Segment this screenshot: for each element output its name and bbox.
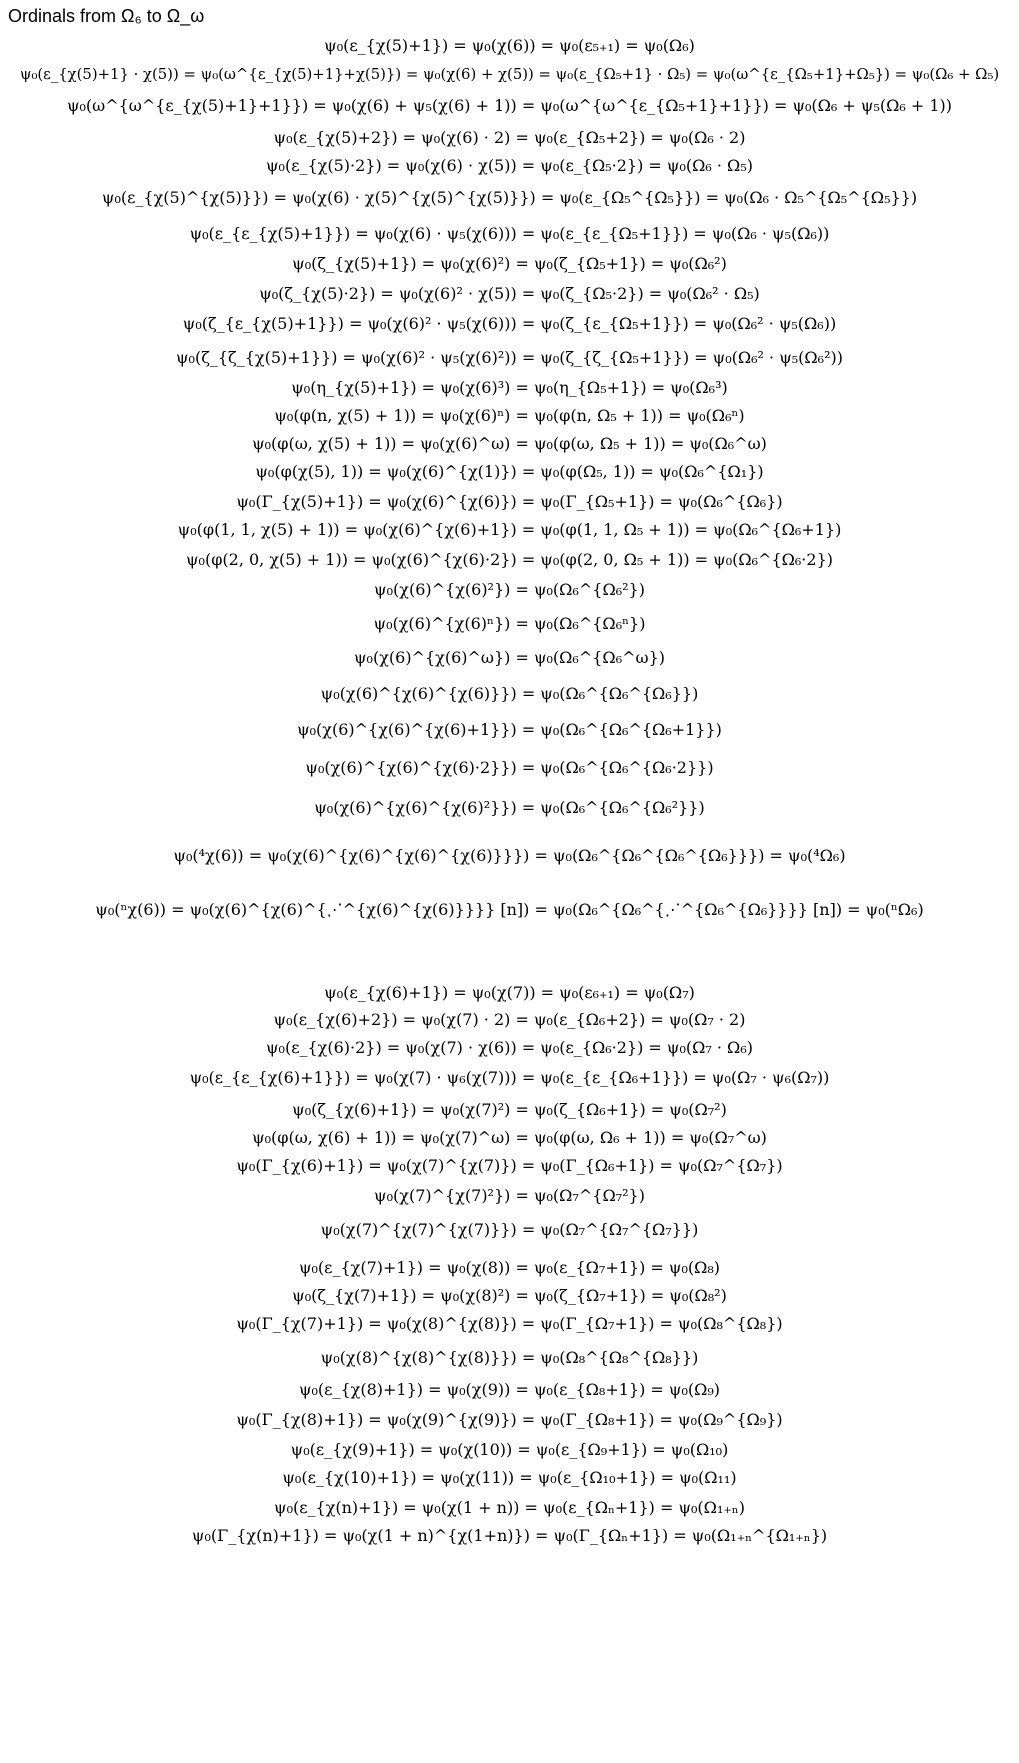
- equation-text: ψ₀(ω^{ω^{ε_{χ(5)+1}+1}}) = ψ₀(χ(6) + ψ₅(χ(6) + 1)) = ψ₀(ω^{ω^{ε_{Ω₅+1}+1}}) = ψ₀(Ω₆ + ψ₅(Ω₆ + 1)): [66, 96, 953, 115]
- equation-text: ψ₀(φ(1, 1, χ(5) + 1)) = ψ₀(χ(6)^{χ(6)+1}) = ψ₀(φ(1, 1, Ω₅ + 1)) = ψ₀(Ω₆^{Ω₆+1}): [177, 520, 842, 539]
- equation-text: ψ₀(φ(ω, χ(6) + 1)) = ψ₀(χ(7)^ω) = ψ₀(φ(ω, Ω₆ + 1)) = ψ₀(Ω₇^ω): [252, 1128, 767, 1147]
- equation-row: [0, 1188, 1019, 1204]
- equation-text: ψ₀(ε_{ε_{χ(5)+1}}) = ψ₀(χ(6) · ψ₅(χ(6))) = ψ₀(ε_{ε_{Ω₅+1}}) = ψ₀(Ω₆ · ψ₅(Ω₆)): [189, 224, 830, 243]
- equation-text: ψ₀(ζ_{ε_{χ(5)+1}}) = ψ₀(χ(6)² · ψ₅(χ(6))) = ψ₀(ζ_{ε_{Ω₅+1}}) = ψ₀(Ω₆² · ψ₅(Ω₆)): [182, 314, 837, 333]
- equation-row: [0, 1288, 1019, 1304]
- equation-row: [0, 408, 1019, 424]
- equation-row: [0, 286, 1019, 302]
- equation-row: [0, 464, 1019, 480]
- equation-text: ψ₀(ζ_{χ(5)·2}) = ψ₀(χ(6)² · χ(5)) = ψ₀(ζ_{Ω₅·2}) = ψ₀(Ω₆² · Ω₅): [259, 284, 760, 303]
- equation-row: [0, 98, 1019, 114]
- equation-row: [0, 494, 1019, 510]
- equation-text: ψ₀(χ(7)^{χ(7)^{χ(7)}}) = ψ₀(Ω₇^{Ω₇^{Ω₇}}): [320, 1220, 699, 1239]
- equation-row: [0, 436, 1019, 452]
- equation-text: ψ₀(ε_{χ(6)·2}) = ψ₀(χ(7) · χ(6)) = ψ₀(ε_{Ω₆·2}) = ψ₀(Ω₇ · Ω₆): [266, 1038, 753, 1057]
- equation-text: ψ₀(ε_{χ(10)+1}) = ψ₀(χ(11)) = ψ₀(ε_{Ω₁₀+1}) = ψ₀(Ω₁₁): [282, 1468, 737, 1487]
- equation-row: [0, 190, 1019, 206]
- equation-row: [0, 760, 1019, 776]
- equation-row: [0, 380, 1019, 396]
- equation-text: ψ₀(ε_{χ(8)+1}) = ψ₀(χ(9)) = ψ₀(ε_{Ω₈+1}) = ψ₀(Ω₉): [298, 1380, 721, 1399]
- equation-row: [0, 158, 1019, 174]
- equation-text: ψ₀(φ(ω, χ(5) + 1)) = ψ₀(χ(6)^ω) = ψ₀(φ(ω, Ω₅ + 1)) = ψ₀(Ω₆^ω): [252, 434, 767, 453]
- equation-text: ψ₀(φ(χ(5), 1)) = ψ₀(χ(6)^{χ(1)}) = ψ₀(φ(Ω₅, 1)) = ψ₀(Ω₆^{Ω₁}): [255, 462, 764, 481]
- equation-row: [0, 552, 1019, 568]
- equation-text: ψ₀(ζ_{ζ_{χ(5)+1}}) = ψ₀(χ(6)² · ψ₅(χ(6)²)) = ψ₀(ζ_{ζ_{Ω₅+1}}) = ψ₀(Ω₆² · ψ₅(Ω₆²)): [176, 348, 843, 367]
- equation-text: ψ₀(χ(6)^{χ(6)^{χ(6)+1}}) = ψ₀(Ω₆^{Ω₆^{Ω₆+1}}): [297, 720, 722, 739]
- equation-text: ψ₀(χ(6)^{χ(6)ⁿ}) = ψ₀(Ω₆^{Ω₆ⁿ}): [373, 614, 646, 633]
- equation-row: [0, 1102, 1019, 1118]
- equation-row: [0, 650, 1019, 666]
- equation-row: [0, 226, 1019, 242]
- equation-text: ψ₀(ε_{χ(7)+1}) = ψ₀(χ(8)) = ψ₀(ε_{Ω₇+1}) = ψ₀(Ω₈): [298, 1258, 721, 1277]
- equation-text: ψ₀(φ(2, 0, χ(5) + 1)) = ψ₀(χ(6)^{χ(6)·2}) = ψ₀(φ(2, 0, Ω₅ + 1)) = ψ₀(Ω₆^{Ω₆·2}): [186, 550, 833, 569]
- equation-text: ψ₀(χ(6)^{χ(6)^{χ(6)²}}) = ψ₀(Ω₆^{Ω₆^{Ω₆²}}): [314, 798, 705, 817]
- equation-row: [0, 1382, 1019, 1398]
- equation-row: [0, 582, 1019, 598]
- equation-text: ψ₀(ε_{χ(6)+1}) = ψ₀(χ(7)) = ψ₀(ε₆₊₁) = ψ₀(Ω₇): [324, 983, 695, 1002]
- equation-row: [0, 66, 1019, 83]
- equation-row: [0, 1316, 1019, 1332]
- equation-row: [0, 902, 1019, 918]
- equation-row: [0, 1470, 1019, 1486]
- equation-row: [0, 38, 1019, 54]
- page-title: Ordinals from Ω₆ to Ω_ω: [8, 6, 205, 26]
- equation-row: [0, 522, 1019, 538]
- equation-text: ψ₀(ⁿχ(6)) = ψ₀(χ(6)^{χ(6)^{⋰^{χ(6)^{χ(6)}}}} [n]) = ψ₀(Ω₆^{Ω₆^{⋰^{Ω₆^{Ω₆}}}} [n]) = ψ₀(ⁿΩ₆): [95, 900, 924, 919]
- equation-row: [0, 350, 1019, 366]
- equation-row: [0, 1012, 1019, 1028]
- equation-row: [0, 1222, 1019, 1238]
- equation-text: ψ₀(Γ_{χ(7)+1}) = ψ₀(χ(8)^{χ(8)}) = ψ₀(Γ_{Ω₇+1}) = ψ₀(Ω₈^{Ω₈}): [236, 1314, 783, 1333]
- equation-text: ψ₀(ε_{χ(9)+1}) = ψ₀(χ(10)) = ψ₀(ε_{Ω₉+1}) = ψ₀(Ω₁₀): [290, 1440, 729, 1459]
- equation-row: [0, 616, 1019, 632]
- equation-row: [0, 686, 1019, 702]
- equation-row: [0, 1350, 1019, 1366]
- equation-row: [0, 1040, 1019, 1056]
- equation-text: ψ₀(χ(6)^{χ(6)^{χ(6)·2}}) = ψ₀(Ω₆^{Ω₆^{Ω₆·2}}): [305, 758, 714, 777]
- equation-text: ψ₀(Γ_{χ(5)+1}) = ψ₀(χ(6)^{χ(6)}) = ψ₀(Γ_{Ω₅+1}) = ψ₀(Ω₆^{Ω₆}): [236, 492, 783, 511]
- equation-row: [0, 848, 1019, 864]
- equation-row: [0, 1500, 1019, 1516]
- equation-row: [0, 1528, 1019, 1544]
- equation-row: [0, 316, 1019, 332]
- equation-text: ψ₀(χ(6)^{χ(6)^ω}) = ψ₀(Ω₆^{Ω₆^ω}): [354, 648, 665, 667]
- equation-text: ψ₀(ε_{χ(5)^{χ(5)}}) = ψ₀(χ(6) · χ(5)^{χ(5)^{χ(5)}}) = ψ₀(ε_{Ω₅^{Ω₅}}) = ψ₀(Ω₆ · Ω₅^{Ω₅^{Ω₅}}): [101, 188, 918, 207]
- equation-row: [0, 800, 1019, 816]
- equation-text: ψ₀(ζ_{χ(7)+1}) = ψ₀(χ(8)²) = ψ₀(ζ_{Ω₇+1}) = ψ₀(Ω₈²): [292, 1286, 727, 1305]
- equation-text: ψ₀(ε_{χ(6)+2}) = ψ₀(χ(7) · 2) = ψ₀(ε_{Ω₆+2}) = ψ₀(Ω₇ · 2): [273, 1010, 746, 1029]
- equation-text: ψ₀(χ(7)^{χ(7)²}) = ψ₀(Ω₇^{Ω₇²}): [374, 1186, 645, 1205]
- equation-text: ψ₀(ε_{ε_{χ(6)+1}}) = ψ₀(χ(7) · ψ₆(χ(7))) = ψ₀(ε_{ε_{Ω₆+1}}) = ψ₀(Ω₇ · ψ₆(Ω₇)): [189, 1068, 830, 1087]
- equation-row: [0, 1442, 1019, 1458]
- equation-text: ψ₀(Γ_{χ(6)+1}) = ψ₀(χ(7)^{χ(7)}) = ψ₀(Γ_{Ω₆+1}) = ψ₀(Ω₇^{Ω₇}): [236, 1156, 783, 1175]
- equation-row: [0, 1070, 1019, 1086]
- equation-text: ψ₀(⁴χ(6)) = ψ₀(χ(6)^{χ(6)^{χ(6)^{χ(6)}}}) = ψ₀(Ω₆^{Ω₆^{Ω₆^{Ω₆}}}) = ψ₀(⁴Ω₆): [173, 846, 846, 865]
- equation-text: ψ₀(Γ_{χ(8)+1}) = ψ₀(χ(9)^{χ(9)}) = ψ₀(Γ_{Ω₈+1}) = ψ₀(Ω₉^{Ω₉}): [236, 1410, 783, 1429]
- equation-text: ψ₀(χ(8)^{χ(8)^{χ(8)}}) = ψ₀(Ω₈^{Ω₈^{Ω₈}}): [320, 1348, 699, 1367]
- equation-text: ψ₀(Γ_{χ(n)+1}) = ψ₀(χ(1 + n)^{χ(1+n)}) = ψ₀(Γ_{Ωₙ+1}) = ψ₀(Ω₁₊ₙ^{Ω₁₊ₙ}): [191, 1526, 828, 1545]
- equation-row: [0, 256, 1019, 272]
- equation-text: ψ₀(ε_{χ(5)+2}) = ψ₀(χ(6) · 2) = ψ₀(ε_{Ω₅+2}) = ψ₀(Ω₆ · 2): [273, 128, 746, 147]
- equation-text: ψ₀(χ(6)^{χ(6)^{χ(6)}}) = ψ₀(Ω₆^{Ω₆^{Ω₆}}): [320, 684, 699, 703]
- equation-row: [0, 722, 1019, 738]
- equation-text: ψ₀(ζ_{χ(6)+1}) = ψ₀(χ(7)²) = ψ₀(ζ_{Ω₆+1}) = ψ₀(Ω₇²): [292, 1100, 727, 1119]
- equation-text: ψ₀(ε_{χ(5)+1} · χ(5)) = ψ₀(ω^{ε_{χ(5)+1}+χ(5)}) = ψ₀(χ(6) + χ(5)) = ψ₀(ε_{Ω₅+1} · Ω₅) = ψ₀(ω^{ε_{Ω₅+1}+Ω₅}) = ψ₀(Ω₆ + Ω₅): [19, 66, 1000, 83]
- equation-text: ψ₀(φ(n, χ(5) + 1)) = ψ₀(χ(6)ⁿ) = ψ₀(φ(n, Ω₅ + 1)) = ψ₀(Ω₆ⁿ): [274, 406, 745, 425]
- equation-row: [0, 1158, 1019, 1174]
- equation-text: ψ₀(ε_{χ(5)+1}) = ψ₀(χ(6)) = ψ₀(ε₅₊₁) = ψ₀(Ω₆): [324, 36, 695, 55]
- equation-row: [0, 1412, 1019, 1428]
- equation-row: [0, 1260, 1019, 1276]
- equation-row: [0, 130, 1019, 146]
- equation-row: [0, 985, 1019, 1001]
- equation-text: ψ₀(η_{χ(5)+1}) = ψ₀(χ(6)³) = ψ₀(η_{Ω₅+1}) = ψ₀(Ω₆³): [291, 378, 728, 397]
- equation-text: ψ₀(ε_{χ(5)·2}) = ψ₀(χ(6) · χ(5)) = ψ₀(ε_{Ω₅·2}) = ψ₀(Ω₆ · Ω₅): [266, 156, 753, 175]
- equation-text: ψ₀(ε_{χ(n)+1}) = ψ₀(χ(1 + n)) = ψ₀(ε_{Ωₙ+1}) = ψ₀(Ω₁₊ₙ): [274, 1498, 745, 1517]
- equation-text: ψ₀(ζ_{χ(5)+1}) = ψ₀(χ(6)²) = ψ₀(ζ_{Ω₅+1}) = ψ₀(Ω₆²): [292, 254, 727, 273]
- equation-text: ψ₀(χ(6)^{χ(6)²}) = ψ₀(Ω₆^{Ω₆²}): [374, 580, 645, 599]
- equation-row: [0, 1130, 1019, 1146]
